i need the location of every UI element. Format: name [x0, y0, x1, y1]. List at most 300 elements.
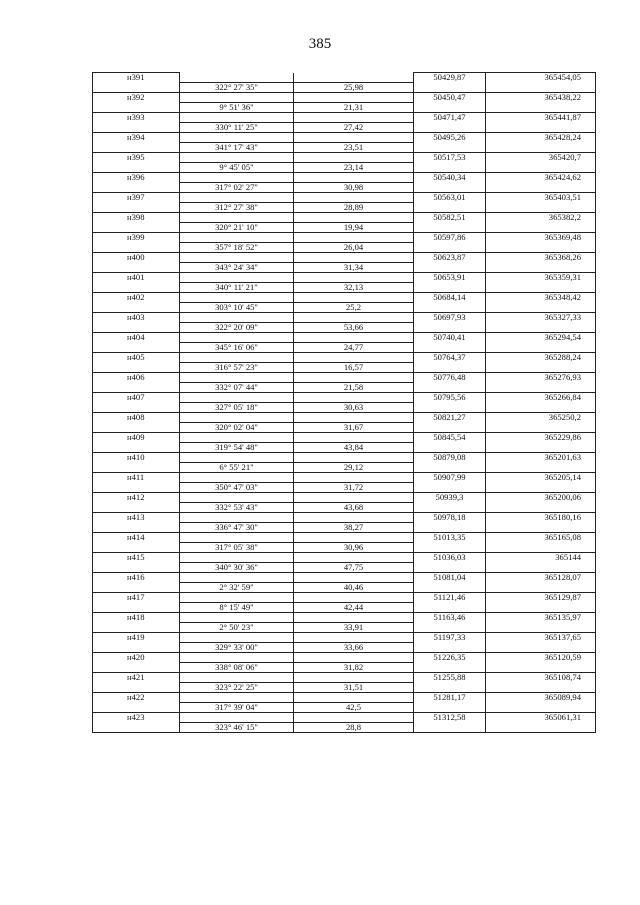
segment-row: [93, 162, 596, 172]
x-coordinate-cell: 50563,01: [414, 192, 486, 202]
distance-cell: 19,94: [294, 222, 414, 232]
direction-angle-cell: 322° 27' 35": [180, 82, 294, 92]
distance-cell: 42,44: [294, 602, 414, 612]
x-coordinate-cell: 50623,87: [414, 252, 486, 262]
x-coordinate-cell: 50879,08: [414, 452, 486, 462]
point-row: [93, 612, 596, 622]
empty-cell: [414, 502, 486, 512]
empty-cell: [180, 152, 294, 162]
empty-cell: [486, 242, 596, 252]
x-coordinate-cell: 50517,53: [414, 152, 486, 162]
empty-cell: [486, 582, 596, 592]
distance-cell: 27,42: [294, 122, 414, 132]
segment-row: [93, 102, 596, 112]
empty-cell: [180, 592, 294, 602]
empty-cell: [414, 522, 486, 532]
empty-cell: [294, 172, 414, 182]
empty-cell: [414, 642, 486, 652]
empty-cell: [414, 342, 486, 352]
point-name-cell: н417: [93, 592, 180, 602]
empty-cell: [414, 142, 486, 152]
point-row: [93, 292, 596, 302]
empty-cell: [414, 322, 486, 332]
empty-cell: [180, 712, 294, 722]
x-coordinate-cell: 50978,18: [414, 512, 486, 522]
empty-cell: [414, 542, 486, 552]
direction-angle-cell: 319° 54' 48": [180, 442, 294, 452]
x-coordinate-cell: 50450,47: [414, 92, 486, 102]
point-name-cell: н416: [93, 572, 180, 582]
y-coordinate-cell: 365369,48: [486, 232, 596, 242]
empty-cell: [414, 582, 486, 592]
point-name-cell: н395: [93, 152, 180, 162]
coordinates-table-body: [93, 73, 596, 733]
distance-cell: 47,75: [294, 562, 414, 572]
empty-cell: [180, 552, 294, 562]
empty-cell: [486, 142, 596, 152]
point-name-cell: н408: [93, 412, 180, 422]
empty-cell: [180, 672, 294, 682]
empty-cell: [486, 642, 596, 652]
empty-cell: [486, 122, 596, 132]
empty-cell: [93, 702, 180, 712]
empty-cell: [180, 392, 294, 402]
point-row: [93, 132, 596, 142]
empty-cell: [294, 192, 414, 202]
empty-cell: [180, 432, 294, 442]
x-coordinate-cell: 51312,58: [414, 712, 486, 722]
x-coordinate-cell: 50429,87: [414, 73, 486, 83]
x-coordinate-cell: 50495,26: [414, 132, 486, 142]
empty-cell: [93, 382, 180, 392]
empty-cell: [93, 282, 180, 292]
empty-cell: [93, 462, 180, 472]
x-coordinate-cell: 50697,93: [414, 312, 486, 322]
segment-row: [93, 662, 596, 672]
empty-cell: [180, 572, 294, 582]
point-row: [93, 392, 596, 402]
y-coordinate-cell: 365229,86: [486, 432, 596, 442]
point-row: [93, 432, 596, 442]
direction-angle-cell: 8° 15' 49": [180, 602, 294, 612]
empty-cell: [294, 632, 414, 642]
distance-cell: 16,57: [294, 362, 414, 372]
distance-cell: 23,14: [294, 162, 414, 172]
empty-cell: [294, 332, 414, 342]
point-row: [93, 73, 596, 83]
empty-cell: [294, 532, 414, 542]
direction-angle-cell: 330° 11' 25": [180, 122, 294, 132]
point-name-cell: н396: [93, 172, 180, 182]
direction-angle-cell: 9° 51' 36": [180, 102, 294, 112]
empty-cell: [486, 422, 596, 432]
empty-cell: [294, 132, 414, 142]
empty-cell: [93, 722, 180, 732]
empty-cell: [486, 382, 596, 392]
empty-cell: [93, 82, 180, 92]
x-coordinate-cell: 51081,04: [414, 572, 486, 582]
y-coordinate-cell: 365438,22: [486, 92, 596, 102]
empty-cell: [93, 362, 180, 372]
empty-cell: [486, 462, 596, 472]
empty-cell: [414, 402, 486, 412]
point-row: [93, 112, 596, 122]
empty-cell: [486, 602, 596, 612]
empty-cell: [294, 652, 414, 662]
point-name-cell: н423: [93, 712, 180, 722]
empty-cell: [414, 722, 486, 732]
empty-cell: [93, 262, 180, 272]
distance-cell: 24,77: [294, 342, 414, 352]
point-row: [93, 152, 596, 162]
distance-cell: 25,2: [294, 302, 414, 312]
empty-cell: [414, 662, 486, 672]
empty-cell: [486, 262, 596, 272]
empty-cell: [486, 82, 596, 92]
empty-cell: [294, 272, 414, 282]
point-row: [93, 712, 596, 722]
empty-cell: [294, 692, 414, 702]
direction-angle-cell: 2° 32' 59": [180, 582, 294, 592]
empty-cell: [180, 232, 294, 242]
distance-cell: 31,72: [294, 482, 414, 492]
y-coordinate-cell: 365144: [486, 552, 596, 562]
empty-cell: [414, 682, 486, 692]
empty-cell: [93, 642, 180, 652]
point-name-cell: н420: [93, 652, 180, 662]
point-row: [93, 692, 596, 702]
y-coordinate-cell: 365135,97: [486, 612, 596, 622]
empty-cell: [486, 322, 596, 332]
y-coordinate-cell: 365180,16: [486, 512, 596, 522]
point-row: [93, 492, 596, 502]
segment-row: [93, 422, 596, 432]
empty-cell: [180, 512, 294, 522]
segment-row: [93, 262, 596, 272]
empty-cell: [294, 372, 414, 382]
direction-angle-cell: 341° 17' 43": [180, 142, 294, 152]
point-row: [93, 552, 596, 562]
segment-row: [93, 82, 596, 92]
empty-cell: [486, 442, 596, 452]
empty-cell: [180, 212, 294, 222]
empty-cell: [180, 292, 294, 302]
y-coordinate-cell: 365129,87: [486, 592, 596, 602]
empty-cell: [180, 192, 294, 202]
y-coordinate-cell: 365348,42: [486, 292, 596, 302]
point-row: [93, 312, 596, 322]
empty-cell: [180, 352, 294, 362]
segment-row: [93, 362, 596, 372]
point-name-cell: н413: [93, 512, 180, 522]
y-coordinate-cell: 365165,08: [486, 532, 596, 542]
empty-cell: [180, 172, 294, 182]
segment-row: [93, 522, 596, 532]
empty-cell: [294, 152, 414, 162]
y-coordinate-cell: 365128,07: [486, 572, 596, 582]
distance-cell: 33,91: [294, 622, 414, 632]
x-coordinate-cell: 51197,33: [414, 632, 486, 642]
direction-angle-cell: 327° 05' 18": [180, 402, 294, 412]
segment-row: [93, 342, 596, 352]
empty-cell: [294, 512, 414, 522]
x-coordinate-cell: 50795,56: [414, 392, 486, 402]
empty-cell: [294, 672, 414, 682]
y-coordinate-cell: 365137,65: [486, 632, 596, 642]
empty-cell: [294, 312, 414, 322]
distance-cell: 33,66: [294, 642, 414, 652]
point-name-cell: н406: [93, 372, 180, 382]
distance-cell: 21,58: [294, 382, 414, 392]
y-coordinate-cell: 365424,62: [486, 172, 596, 182]
x-coordinate-cell: 51036,03: [414, 552, 486, 562]
empty-cell: [93, 302, 180, 312]
empty-cell: [294, 92, 414, 102]
x-coordinate-cell: 50582,51: [414, 212, 486, 222]
point-row: [93, 532, 596, 542]
point-name-cell: н419: [93, 632, 180, 642]
segment-row: [93, 582, 596, 592]
y-coordinate-cell: 365120,59: [486, 652, 596, 662]
empty-cell: [294, 112, 414, 122]
point-row: [93, 512, 596, 522]
point-row: [93, 652, 596, 662]
point-name-cell: н393: [93, 112, 180, 122]
empty-cell: [93, 602, 180, 612]
point-row: [93, 272, 596, 282]
direction-angle-cell: 316° 57' 23": [180, 362, 294, 372]
distance-cell: 42,5: [294, 702, 414, 712]
point-name-cell: н422: [93, 692, 180, 702]
direction-angle-cell: 323° 22' 25": [180, 682, 294, 692]
empty-cell: [294, 452, 414, 462]
empty-cell: [180, 652, 294, 662]
x-coordinate-cell: 50540,34: [414, 172, 486, 182]
direction-angle-cell: 343° 24' 34": [180, 262, 294, 272]
segment-row: [93, 282, 596, 292]
empty-cell: [486, 662, 596, 672]
point-name-cell: н405: [93, 352, 180, 362]
distance-cell: 32,13: [294, 282, 414, 292]
empty-cell: [294, 392, 414, 402]
segment-row: [93, 382, 596, 392]
empty-cell: [180, 492, 294, 502]
point-name-cell: н421: [93, 672, 180, 682]
direction-angle-cell: 323° 46' 15": [180, 722, 294, 732]
x-coordinate-cell: 51013,35: [414, 532, 486, 542]
direction-angle-cell: 303° 10' 45": [180, 302, 294, 312]
point-row: [93, 572, 596, 582]
point-name-cell: н391: [93, 73, 180, 83]
page-number: 385: [308, 36, 332, 52]
x-coordinate-cell: 51281,17: [414, 692, 486, 702]
empty-cell: [93, 222, 180, 232]
x-coordinate-cell: 50821,27: [414, 412, 486, 422]
empty-cell: [486, 542, 596, 552]
point-row: [93, 412, 596, 422]
empty-cell: [93, 502, 180, 512]
direction-angle-cell: 320° 21' 10": [180, 222, 294, 232]
x-coordinate-cell: 51163,46: [414, 612, 486, 622]
empty-cell: [180, 452, 294, 462]
distance-cell: 31,34: [294, 262, 414, 272]
direction-angle-cell: 317° 05' 38": [180, 542, 294, 552]
direction-angle-cell: 6° 55' 21": [180, 462, 294, 472]
direction-angle-cell: 320° 02' 04": [180, 422, 294, 432]
empty-cell: [294, 352, 414, 362]
empty-cell: [294, 212, 414, 222]
empty-cell: [414, 122, 486, 132]
x-coordinate-cell: 51226,35: [414, 652, 486, 662]
point-name-cell: н398: [93, 212, 180, 222]
point-name-cell: н407: [93, 392, 180, 402]
empty-cell: [414, 282, 486, 292]
y-coordinate-cell: 365061,31: [486, 712, 596, 722]
distance-cell: 31,82: [294, 662, 414, 672]
segment-row: [93, 482, 596, 492]
empty-cell: [294, 432, 414, 442]
empty-cell: [180, 612, 294, 622]
empty-cell: [486, 682, 596, 692]
x-coordinate-cell: 50597,86: [414, 232, 486, 242]
empty-cell: [180, 252, 294, 262]
empty-cell: [180, 132, 294, 142]
y-coordinate-cell: 365288,24: [486, 352, 596, 362]
direction-angle-cell: 317° 02' 27": [180, 182, 294, 192]
empty-cell: [486, 282, 596, 292]
empty-cell: [414, 242, 486, 252]
distance-cell: 40,46: [294, 582, 414, 592]
empty-cell: [294, 472, 414, 482]
empty-cell: [414, 482, 486, 492]
empty-cell: [414, 602, 486, 612]
x-coordinate-cell: 50684,14: [414, 292, 486, 302]
direction-angle-cell: 340° 30' 36": [180, 562, 294, 572]
y-coordinate-cell: 365276,93: [486, 372, 596, 382]
direction-angle-cell: 332° 07' 44": [180, 382, 294, 392]
empty-cell: [93, 442, 180, 452]
distance-cell: 30,63: [294, 402, 414, 412]
point-name-cell: н394: [93, 132, 180, 142]
point-row: [93, 252, 596, 262]
empty-cell: [414, 622, 486, 632]
segment-row: [93, 142, 596, 152]
y-coordinate-cell: 365201,63: [486, 452, 596, 462]
x-coordinate-cell: 50845,54: [414, 432, 486, 442]
point-name-cell: н400: [93, 252, 180, 262]
empty-cell: [486, 342, 596, 352]
y-coordinate-cell: 365294,54: [486, 332, 596, 342]
point-row: [93, 452, 596, 462]
point-row: [93, 472, 596, 482]
coordinates-table: [92, 72, 596, 733]
direction-angle-cell: 340° 11' 21": [180, 282, 294, 292]
segment-row: [93, 202, 596, 212]
point-row: [93, 232, 596, 242]
distance-cell: 28,8: [294, 722, 414, 732]
distance-cell: 30,96: [294, 542, 414, 552]
empty-cell: [414, 202, 486, 212]
empty-cell: [93, 542, 180, 552]
x-coordinate-cell: 50471,47: [414, 112, 486, 122]
direction-angle-cell: 312° 27' 38": [180, 202, 294, 212]
empty-cell: [93, 522, 180, 532]
y-coordinate-cell: 365200,06: [486, 492, 596, 502]
distance-cell: 26,04: [294, 242, 414, 252]
x-coordinate-cell: 50764,37: [414, 352, 486, 362]
distance-cell: 43,68: [294, 502, 414, 512]
point-name-cell: н414: [93, 532, 180, 542]
segment-row: [93, 322, 596, 332]
empty-cell: [414, 262, 486, 272]
segment-row: [93, 502, 596, 512]
y-coordinate-cell: 365368,26: [486, 252, 596, 262]
empty-cell: [180, 92, 294, 102]
empty-cell: [486, 202, 596, 212]
distance-cell: 28,89: [294, 202, 414, 212]
empty-cell: [294, 712, 414, 722]
empty-cell: [93, 342, 180, 352]
y-coordinate-cell: 365205,14: [486, 472, 596, 482]
point-row: [93, 672, 596, 682]
point-name-cell: н412: [93, 492, 180, 502]
direction-angle-cell: 2° 50' 23": [180, 622, 294, 632]
empty-cell: [93, 202, 180, 212]
empty-cell: [486, 302, 596, 312]
empty-cell: [414, 302, 486, 312]
distance-cell: 30,98: [294, 182, 414, 192]
point-row: [93, 192, 596, 202]
distance-cell: 23,51: [294, 142, 414, 152]
empty-cell: [93, 142, 180, 152]
y-coordinate-cell: 365403,51: [486, 192, 596, 202]
point-row: [93, 332, 596, 342]
distance-cell: 29,12: [294, 462, 414, 472]
empty-cell: [180, 472, 294, 482]
empty-cell: [93, 102, 180, 112]
empty-cell: [414, 82, 486, 92]
empty-cell: [294, 73, 414, 83]
empty-cell: [93, 242, 180, 252]
empty-cell: [294, 232, 414, 242]
direction-angle-cell: 345° 16' 06": [180, 342, 294, 352]
empty-cell: [414, 162, 486, 172]
direction-angle-cell: 338° 08' 06": [180, 662, 294, 672]
empty-cell: [180, 332, 294, 342]
segment-row: [93, 442, 596, 452]
empty-cell: [486, 222, 596, 232]
empty-cell: [414, 462, 486, 472]
point-name-cell: н418: [93, 612, 180, 622]
empty-cell: [486, 622, 596, 632]
empty-cell: [93, 662, 180, 672]
segment-row: [93, 542, 596, 552]
y-coordinate-cell: 365420,7: [486, 152, 596, 162]
distance-cell: 21,31: [294, 102, 414, 112]
point-row: [93, 372, 596, 382]
direction-angle-cell: 357° 18' 52": [180, 242, 294, 252]
segment-row: [93, 242, 596, 252]
x-coordinate-cell: 50776,48: [414, 372, 486, 382]
empty-cell: [414, 442, 486, 452]
empty-cell: [486, 562, 596, 572]
empty-cell: [294, 552, 414, 562]
empty-cell: [486, 722, 596, 732]
empty-cell: [414, 222, 486, 232]
distance-cell: 25,98: [294, 82, 414, 92]
segment-row: [93, 222, 596, 232]
empty-cell: [180, 692, 294, 702]
